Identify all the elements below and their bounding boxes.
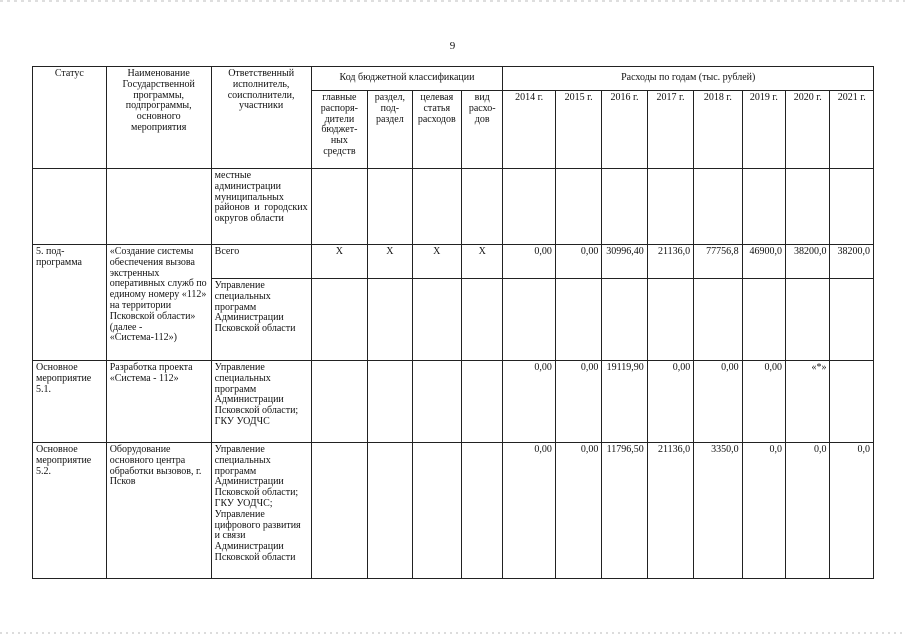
header-code-chief-managers: главные распоря-дители бюджет-ных средств xyxy=(311,91,368,169)
cell-value: 0,0 xyxy=(830,443,874,579)
header-year-2018: 2018 г. xyxy=(694,91,742,169)
cell-value xyxy=(830,169,874,245)
header-year-2014: 2014 г. xyxy=(503,91,555,169)
cell-value: 0,00 xyxy=(555,443,601,579)
cell-code xyxy=(368,169,412,245)
cell-code: Х xyxy=(462,245,503,279)
cell-value: 30996,40 xyxy=(602,245,647,279)
cell-name xyxy=(106,169,211,245)
scan-noise-top xyxy=(0,0,905,2)
cell-value: 38200,0 xyxy=(830,245,874,279)
cell-value: 0,00 xyxy=(647,361,693,443)
cell-responsible: Управление специальных программ Администрации Псковской области; ГКУ УОДЧС; Управление цифрового развития и связи Администрации Псковской области xyxy=(211,443,311,579)
header-row-1 xyxy=(33,67,874,91)
cell-code xyxy=(412,361,461,443)
cell-value: 0,00 xyxy=(742,361,785,443)
cell-value xyxy=(647,169,693,245)
table-row xyxy=(33,443,874,579)
cell-responsible: Управление специальных программ Администрации Псковской области xyxy=(211,279,311,361)
header-code-expense-type: вид расхо-дов xyxy=(462,91,503,169)
cell-value: 3350,0 xyxy=(694,443,742,579)
cell-code: Х xyxy=(412,245,461,279)
cell-value: 0,00 xyxy=(503,245,555,279)
header-code-target-article: целевая статья расходов xyxy=(412,91,461,169)
cell-value xyxy=(503,169,555,245)
cell-value: «*» xyxy=(786,361,830,443)
cell-code xyxy=(368,443,412,579)
cell-value: 21136,0 xyxy=(647,443,693,579)
cell-value: 0,00 xyxy=(555,245,601,279)
cell-value: 0,00 xyxy=(694,361,742,443)
cell-code xyxy=(311,361,368,443)
header-year-2016: 2016 г. xyxy=(602,91,647,169)
cell-value xyxy=(742,169,785,245)
header-year-2019: 2019 г. xyxy=(742,91,785,169)
cell-name: Оборудование основного центра обработки вызовов, г. Псков xyxy=(106,443,211,579)
header-name: Наименование Государственной программы, подпрограммы, основного мероприятия xyxy=(106,67,211,169)
cell-value xyxy=(786,169,830,245)
cell-value: 21136,0 xyxy=(647,245,693,279)
cell-name: Разработка проекта «Система - 112» xyxy=(106,361,211,443)
header-budget-code: Код бюджетной классификации xyxy=(311,67,503,91)
cell-value xyxy=(602,169,647,245)
cell-value: 0,00 xyxy=(503,443,555,579)
table-row xyxy=(33,361,874,443)
cell-value: 0,0 xyxy=(742,443,785,579)
scan-noise-bottom xyxy=(0,632,905,634)
cell-code xyxy=(311,443,368,579)
cell-status: Основное мероприятие 5.2. xyxy=(33,443,107,579)
cell-value: 19119,90 xyxy=(602,361,647,443)
cell-status xyxy=(33,169,107,245)
cell-code xyxy=(311,169,368,245)
cell-value: 46900,0 xyxy=(742,245,785,279)
cell-responsible: Всего xyxy=(211,245,311,279)
cell-value: 11796,50 xyxy=(602,443,647,579)
cell-responsible: местные администрации муниципальных районов и городских округов области xyxy=(211,169,311,245)
cell-code xyxy=(462,169,503,245)
header-responsible: Ответственный исполнитель, соисполнители, участники xyxy=(211,67,311,169)
cell-code xyxy=(368,361,412,443)
cell-status: 5. под-программа xyxy=(33,245,107,361)
cell-value: 38200,0 xyxy=(786,245,830,279)
cell-responsible: Управление специальных программ Администрации Псковской области; ГКУ УОДЧС xyxy=(211,361,311,443)
cell-code xyxy=(462,361,503,443)
header-expenses: Расходы по годам (тыс. рублей) xyxy=(503,67,874,91)
table-row xyxy=(33,169,874,245)
cell-value: 0,00 xyxy=(503,361,555,443)
page-number: 9 xyxy=(449,40,456,52)
budget-table xyxy=(32,66,874,579)
cell-code: Х xyxy=(368,245,412,279)
header-code-section: раздел, под-раздел xyxy=(368,91,412,169)
header-status: Статус xyxy=(33,67,107,169)
cell-value xyxy=(694,169,742,245)
cell-value xyxy=(830,361,874,443)
cell-status: Основное мероприятие 5.1. xyxy=(33,361,107,443)
cell-value: 0,0 xyxy=(786,443,830,579)
header-year-2021: 2021 г. xyxy=(830,91,874,169)
cell-name: «Создание системы обеспечения вызова экстренных оперативных служб по единому номеру «112» на территории Псковской области» (далее - «Система-112») xyxy=(106,245,211,361)
cell-value: 0,00 xyxy=(555,361,601,443)
table-row xyxy=(33,245,874,279)
header-year-2015: 2015 г. xyxy=(555,91,601,169)
header-year-2017: 2017 г. xyxy=(647,91,693,169)
cell-code xyxy=(412,169,461,245)
cell-code xyxy=(462,443,503,579)
cell-code xyxy=(412,443,461,579)
cell-value xyxy=(555,169,601,245)
header-year-2020: 2020 г. xyxy=(786,91,830,169)
cell-value: 77756,8 xyxy=(694,245,742,279)
cell-code: Х xyxy=(311,245,368,279)
